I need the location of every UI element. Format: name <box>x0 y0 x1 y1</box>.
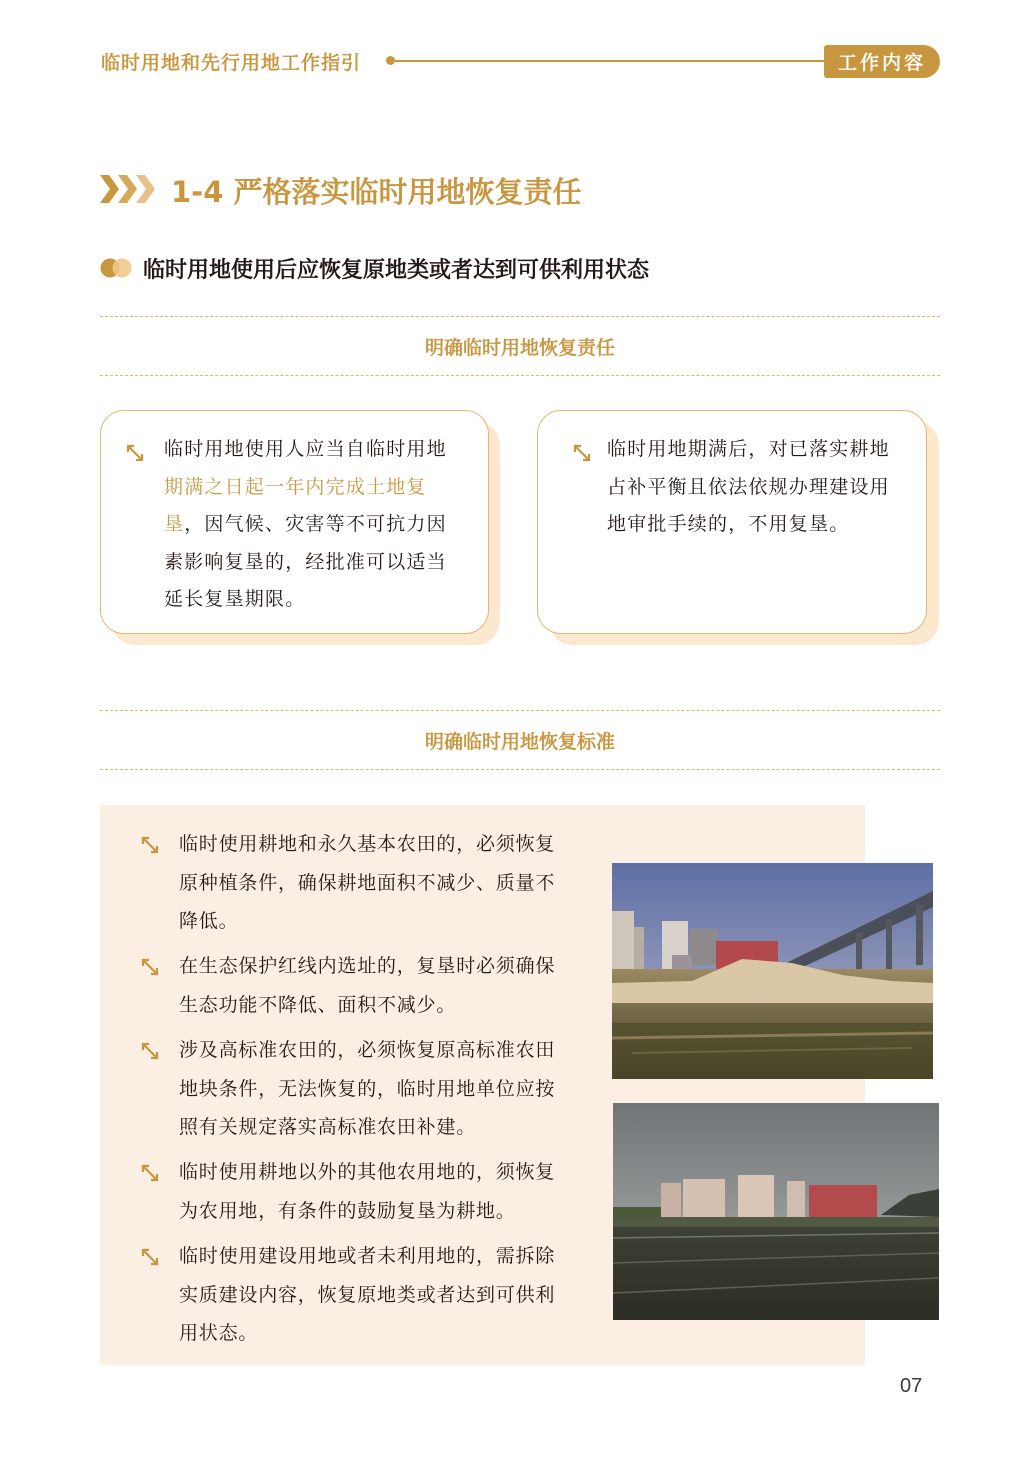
expand-arrow-icon <box>140 1247 160 1267</box>
photo-construction-site <box>612 863 933 1079</box>
expand-arrow-icon <box>140 957 160 977</box>
list-item <box>140 1153 570 1237</box>
header-dot <box>386 56 395 65</box>
subheading: 临时用地使用后应恢复原地类或者达到可供利用状态 <box>143 258 650 283</box>
document-title: 临时用地和先行用地工作指引 <box>101 52 362 74</box>
header-rule <box>395 60 830 62</box>
responsibility-label: 明确临时用地恢复责任 <box>424 337 615 359</box>
expand-arrow-icon <box>140 835 160 855</box>
responsibility-card-2 <box>537 410 927 634</box>
list-item-text: 临时使用耕地和永久基本农田的，必须恢复原种植条件，确保耕地面积不减少、质量不降低。 <box>179 833 556 932</box>
standard-label: 明确临时用地恢复标准 <box>424 731 615 753</box>
list-item <box>140 825 570 947</box>
section-title: 1-4 严格落实临时用地恢复责任 <box>171 175 582 209</box>
list-item <box>140 1237 570 1359</box>
double-dot-icon <box>100 258 136 278</box>
dashed-divider <box>100 710 940 711</box>
chevrons-right-icon <box>100 172 158 206</box>
card-2-text: 临时用地期满后，对已落实耕地占补平衡且依法依规办理建设用地审批手续的，不用复垦。 <box>607 438 890 535</box>
section-badge: 工作内容 <box>824 45 940 78</box>
expand-arrow-icon <box>572 443 592 463</box>
dashed-divider <box>100 769 940 770</box>
list-item <box>140 1031 570 1153</box>
list-item-text: 在生态保护红线内选址的，复垦时必须确保生态功能不降低、面积不减少。 <box>179 955 556 1016</box>
page-number: 07 <box>900 1375 923 1397</box>
expand-arrow-icon <box>140 1163 160 1183</box>
dashed-divider <box>100 316 940 317</box>
standards-list <box>140 825 570 1359</box>
list-item-text: 临时使用耕地以外的其他农用地的，须恢复为农用地，有条件的鼓励复垦为耕地。 <box>179 1161 556 1222</box>
dashed-divider <box>100 375 940 376</box>
expand-arrow-icon <box>140 1041 160 1061</box>
expand-arrow-icon <box>125 443 145 463</box>
card-1-text: 临时用地使用人应当自临时用地期满之日起一年内完成土地复垦，因气候、灾害等不可抗力因素影响复垦的，经批准可以适当延长复垦期限。 <box>164 438 447 610</box>
responsibility-card-1 <box>100 410 489 634</box>
list-item-text: 涉及高标准农田的，必须恢复原高标准农田地块条件，无法恢复的，临时用地单位应按照有关规定落实高标准农田补建。 <box>179 1039 556 1138</box>
list-item <box>140 947 570 1031</box>
list-item-text: 临时使用建设用地或者未利用地的，需拆除实质建设内容，恢复原地类或者达到可供利用状态。 <box>179 1245 556 1344</box>
photo-restored-field <box>613 1103 939 1320</box>
highlight-text: 期满之日起一年内完成土地复垦 <box>164 475 427 535</box>
